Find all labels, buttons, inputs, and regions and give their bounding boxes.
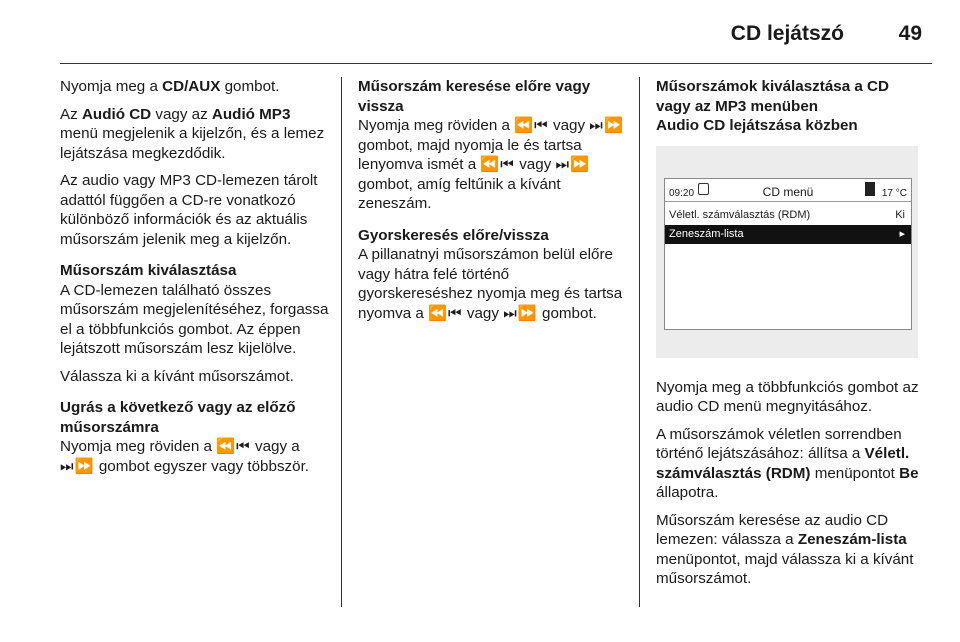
next-forward-icon: ⏭⏩ bbox=[589, 117, 624, 134]
rewind-prev-icon: ⏪⏮ bbox=[514, 117, 549, 134]
next-forward-icon: ⏭⏩ bbox=[60, 457, 95, 475]
column-3 bbox=[656, 77, 926, 597]
page-number: 49 bbox=[898, 22, 922, 45]
paragraph: Nyomja meg röviden a ⏪⏮ vagy a ⏭⏩ gombot egyszer vagy többször. bbox=[60, 438, 310, 475]
header-rule bbox=[60, 63, 932, 64]
section-heading: Műsorszámok kiválasztása a CD vagy az MP3 menüben bbox=[656, 78, 889, 115]
paragraph: A műsorszámok véletlen sorrendben történő lejátszásához: állítsa a Véletl. számválasztás (RDM) menüpontot Be állapotra. bbox=[656, 425, 919, 501]
section-heading: Ugrás a következő vagy az előző műsorszámra bbox=[60, 399, 296, 436]
cd-menu-screenshot bbox=[656, 146, 918, 358]
paragraph: Nyomja meg a többfunkciós gombot az audio CD menü megnyitásához. bbox=[656, 378, 919, 415]
paragraph: Az Audió CD vagy az Audió MP3 menü megjelenik a kijelzőn, és a lemez lejátszása megkezdődik. bbox=[60, 105, 325, 162]
status-bar bbox=[665, 179, 911, 202]
temperature: 17 °C bbox=[881, 187, 907, 199]
section-heading: Műsorszám keresése előre vagy vissza bbox=[358, 78, 591, 115]
column-divider bbox=[639, 77, 640, 607]
rewind-prev-icon: ⏪⏮ bbox=[216, 438, 251, 455]
column-divider bbox=[341, 77, 342, 607]
paragraph: Válassza ki a kívánt műsorszámot. bbox=[60, 367, 294, 385]
menu-item-tracklist[interactable] bbox=[665, 225, 911, 244]
column-2 bbox=[358, 77, 628, 331]
rewind-prev-icon: ⏪⏮ bbox=[480, 156, 515, 173]
thermometer-icon bbox=[865, 182, 875, 196]
menu-item-label: Zeneszám-lista bbox=[669, 227, 744, 240]
paragraph: A pillanatnyi műsorszámon belül előre vagy hátra felé történő gyorskereséshez nyomja meg és tartsa nyomva a ⏪⏮ vagy ⏭⏩ gombot. bbox=[358, 246, 623, 322]
chevron-right-icon: ▸ bbox=[899, 227, 905, 240]
menu-item-value: Ki bbox=[895, 208, 905, 221]
display-screen bbox=[664, 178, 912, 330]
menu-item-random[interactable] bbox=[665, 206, 911, 225]
paragraph: Nyomja meg a CD/AUX gombot. bbox=[60, 78, 280, 95]
next-forward-icon: ⏭⏩ bbox=[555, 156, 591, 173]
column-1 bbox=[60, 77, 330, 484]
clock: 09:20 bbox=[669, 187, 695, 199]
menu-item-label: Véletl. számválasztás (RDM) bbox=[669, 208, 811, 221]
page-title: CD lejátszó bbox=[730, 22, 844, 45]
next-forward-icon: ⏭⏩ bbox=[503, 304, 538, 322]
paragraph: Műsorszám keresése az audio CD lemezen: válassza a Zeneszám-lista menüpontot, majd válassza ki a kívánt műsorszámot. bbox=[656, 511, 914, 587]
section-heading: Gyorskeresés előre/vissza bbox=[358, 226, 549, 244]
paragraph: Nyomja meg röviden a ⏪⏮ vagy ⏭⏩ gombot, majd nyomja le és tartsa lenyomva ismét a ⏪⏮ vagy ⏭⏩ gombot, amíg feltűnik a kívánt zeneszám. bbox=[358, 117, 624, 212]
screen-title: CD menü bbox=[762, 184, 814, 199]
paragraph: Az audio vagy MP3 CD-lemezen tárolt adattól függően a CD-re vonatkozó különböző információk és az aktuális műsorszám jelenik meg a kijelzőn. bbox=[60, 172, 318, 248]
rewind-prev-icon: ⏪⏮ bbox=[428, 304, 463, 322]
paragraph: A CD-lemezen található összes műsorszám megjelenítéséhez, forgassa el a többfunkciós gombot. Az éppen lejátszott műsorszám lesz kijelölve. bbox=[60, 281, 329, 357]
section-heading: Műsorszám kiválasztása bbox=[60, 262, 237, 279]
section-subheading: Audio CD lejátszása közben bbox=[656, 117, 858, 134]
